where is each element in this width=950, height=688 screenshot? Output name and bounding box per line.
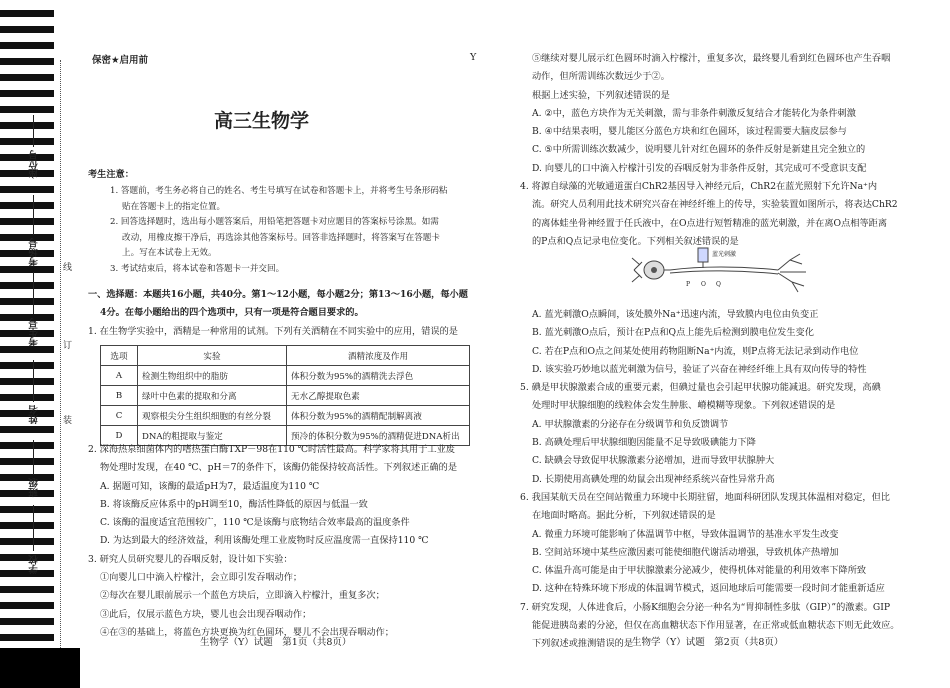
label-school: 学校 [29, 555, 40, 574]
question-line: 的离体蛙坐骨神经置于任氏液中，在O点进行短暂精准的蓝光刺激，并在离O点相等距离 [532, 217, 888, 229]
question-line: 的P点和Q点记录电位变化。下列相关叙述错误的是 [532, 235, 739, 247]
table-cell: 绿叶中色素的提取和分离 [138, 386, 287, 406]
notice-item: 2. 回答选择题时，选出每小题答案后，用铅笔把答题卡对应题目的答案标号涂黑。如需 [110, 217, 439, 228]
option-a: A. 据题可知，该酶的最适pH为7，最适温度为110 ℃ [100, 480, 320, 492]
question-3-continued [520, 50, 922, 251]
option-b: B. 将该酶反应体系中的pH调至10，酶活性降低的原因与低温一致 [100, 498, 368, 510]
point-q: Q [716, 281, 721, 288]
table-header-cell: 酒精浓度及作用 [287, 346, 470, 366]
question-line: 动作，但所需训练次数远少于②。 [532, 71, 670, 83]
table-header-cell: 实验 [138, 346, 287, 366]
label-class: 班级 [29, 478, 40, 497]
option-d: D. 向婴儿的口中滴入柠檬汁引发的吞咽反射为非条件反射，其完成可不受意识支配 [532, 162, 867, 174]
blue-light-source [698, 248, 708, 262]
question-line: 在地面时略高。据此分析，下列叙述错误的是 [532, 510, 716, 522]
question-line: 处理时甲状腺细胞的线粒体会发生肿胀、嵴模糊等现象。下列叙述错误的是 [532, 400, 836, 412]
paper-code: Y [470, 52, 477, 63]
footer-right: 生物学（Y）试题 第2页（共8页） [632, 637, 784, 648]
page-title: 高三生物学 [214, 110, 310, 132]
q1-stem: 1. 在生物学实验中，酒精是一种常用的试剂。下列有关酒精在不同实验中的应用，错误的是 [88, 325, 458, 337]
neuron-figure [630, 240, 810, 300]
footer-left: 生物学（Y）试题 第1页（共8页） [200, 637, 352, 648]
table-row [101, 386, 470, 406]
option-a: A. 甲状腺激素的分泌存在分级调节和负反馈调节 [532, 418, 729, 430]
question-line: 流。研究人员利用此技术研究兴奋在神经纤维上的传导，实验装置如图所示，将表达ChR2 [532, 199, 898, 211]
question-4-options [520, 306, 922, 654]
notice-item: 上。写在本试卷上无效。 [122, 248, 217, 259]
table-cell: B [101, 386, 138, 406]
binding-strip [0, 0, 80, 688]
question-line: 3. 研究人员研究婴儿的吞咽反射，设计如下实验： [88, 553, 293, 565]
question-line: 根据上述实验，下列叙述错误的是 [532, 89, 670, 101]
question-line: ②每次在婴儿眼前展示一个蓝色方块后，立即滴入柠檬汁，重复多次； [100, 590, 385, 602]
point-o: O [701, 281, 706, 288]
notice-heading: 考生注意： [88, 169, 134, 180]
label-name: 姓名 [29, 405, 40, 424]
question-line: 物处理时发现，在40 ℃、pH＝7的条件下，该酶仍能保持较高活性。下列叙述正确的是 [100, 462, 458, 474]
table-cell: DNA的粗提取与鉴定 [138, 426, 287, 446]
question-line: ④在③的基础上，将蓝色方块更换为红色圆环，婴儿不会出现吞咽动作； [100, 626, 394, 638]
option-b: B. 高碘处理后甲状腺细胞因能量不足导致吸碘能力下降 [532, 437, 756, 449]
section-line: 4分。在每小题给出的四个选项中，只有一项是符合题目要求的。 [100, 307, 364, 319]
option-a: A. ②中，蓝色方块作为无关刺激，需与非条件刺激反复结合才能转化为条件刺激 [532, 107, 856, 119]
question-line: ③此后，仅展示蓝色方块，婴儿也会出现吞咽动作； [100, 608, 312, 620]
q1-table [100, 345, 470, 446]
label-seat: 座位号 [29, 150, 40, 179]
option-b: B. 空间站环境中某些应激因素可能使细胞代谢活动增强，导致机体产热增加 [532, 546, 839, 558]
question-line: ①向婴儿口中滴入柠檬汁，会立即引发吞咽动作； [100, 572, 303, 584]
confidential-label: 保密★启用前 [92, 55, 149, 66]
option-a: A. 蓝光刺激O点瞬间，该处膜外Na⁺迅速内流，导致膜内电位由负变正 [532, 309, 819, 320]
table-cell: D [101, 426, 138, 446]
question-line: 5. 碘是甲状腺激素合成的重要元素，但碘过量也会引起甲状腺功能减退。研究发现，高碘 [520, 382, 881, 394]
option-a: A. 微重力环境可能影响了体温调节中枢，导致体温调节的基准水平发生改变 [532, 528, 839, 540]
notice-item: 改动，用橡皮擦干净后，再选涂其他答案标号。回答非选择题时，将答案写在答题卡 [122, 232, 440, 243]
notice-item: 1. 答题前，考生务必将自己的姓名、考生号填写在试卷和答题卡上，并将考生号条形码粘 [110, 186, 448, 197]
cut-mark-bind: 订 [63, 341, 73, 351]
option-b: B. ④中结果表明，婴儿能区分蓝色方块和红色圆环，该过程需要大脑皮层参与 [532, 126, 847, 138]
option-d: D. 该实验巧妙地以蓝光刺激为信号，验证了兴奋在神经纤维上具有双向传导的特性 [532, 363, 867, 375]
option-c: C. 缺碘会导致促甲状腺激素分泌增加，进而导致甲状腺肿大 [532, 455, 775, 467]
figure-label: 蓝光刺激 [712, 251, 737, 258]
option-d: D. 这种在特殊环境下形成的体温调节模式，返回地球后可能需要一段时间才能重新适应 [532, 583, 885, 595]
question-line: 4. 将源自绿藻的光敏通道蛋白ChR2基因导入神经元后，ChR2在蓝光照射下允许Na⁺内 [520, 181, 878, 193]
table-cell: 观察根尖分生组织细胞的有丝分裂 [138, 406, 287, 426]
question-line: 下列叙述或推测错误的是 [532, 638, 634, 650]
option-b: B. 蓝光刺激O点后，预计在P点和Q点上能先后检测到膜电位发生变化 [532, 327, 814, 339]
question-line: 能促进胰岛素的分泌，但仅在高血糖状态下作用显著，在正常或低血糖状态下则无此效应。 [532, 620, 900, 632]
notice-item: 3. 考试结束后，将本试卷和答题卡一并交回。 [110, 263, 285, 274]
cut-mark-line: 线 [63, 263, 73, 273]
black-bars [0, 10, 54, 650]
question-2 [88, 441, 490, 642]
table-cell: C [101, 406, 138, 426]
table-cell: 无水乙醇提取色素 [287, 386, 470, 406]
cut-mark-install: 装 [63, 416, 73, 426]
table-cell: 预冷的体积分数为95%的酒精促进DNA析出 [287, 426, 470, 446]
table-cell: 体积分数为95%的酒精配制解离液 [287, 406, 470, 426]
table-row [101, 406, 470, 426]
point-p: P [686, 281, 691, 288]
table-row [101, 366, 470, 386]
table-header-cell: 选项 [101, 346, 138, 366]
table-cell: 检测生物组织中的脂肪 [138, 366, 287, 386]
notice-block [88, 166, 490, 277]
option-d: D. 长期使用高碘处理的幼鼠会出现神经系统兴奋性异常升高 [532, 473, 775, 485]
table-cell: A [101, 366, 138, 386]
question-line: 2. 深海热泉细菌体内的嗜热蛋白酶TXP－98在110 ℃时活性最高。科学家将其用于工业废 [88, 444, 455, 455]
question-line: 6. 我国某航天员在空间站微重力环境中长期驻留，地面科研团队发现其体温相对稳定，但比 [520, 491, 890, 503]
section-heading [88, 286, 490, 341]
label-room: 考场号 [29, 238, 40, 267]
label-examinee: 考生号 [29, 318, 40, 347]
table-cell: 体积分数为95%的酒精洗去浮色 [287, 366, 470, 386]
table-header [101, 346, 470, 366]
section-line: 一、选择题：本题共16小题，共40分。第1～12小题，每小题2分；第13～16小题，每小题 [88, 289, 468, 300]
notice-item: 贴在答题卡上的指定位置。 [122, 201, 226, 212]
option-c: C. 体温升高可能是由于甲状腺激素分泌减少，使得机体对能量的利用效率下降所致 [532, 565, 867, 577]
question-line: 7. 研究发现，人体进食后，小肠K细胞会分泌一种名为“胃抑制性多肽（GIP）”的激素。GIP [520, 601, 891, 613]
question-line: ⑤继续对婴儿展示红色圆环时滴入柠檬汁，重复多次，最终婴儿看到红色圆环也产生吞咽 [532, 53, 891, 64]
option-c: C. ⑤中所需训练次数减少，说明婴儿针对红色圆环的条件反射是新建且完全独立的 [532, 144, 866, 156]
option-c: C. 该酶的温度适宜范围较广，110 ℃是该酶与底物结合效率最高的温度条件 [100, 517, 410, 529]
option-d: D. 为达到最大的经济效益，利用该酶处理工业废物时反应温度需一直保持110 ℃ [100, 535, 429, 547]
option-c: C. 若在P点和O点之间某处使用药物阻断Na⁺内流，则P点将无法记录到动作电位 [532, 345, 859, 357]
